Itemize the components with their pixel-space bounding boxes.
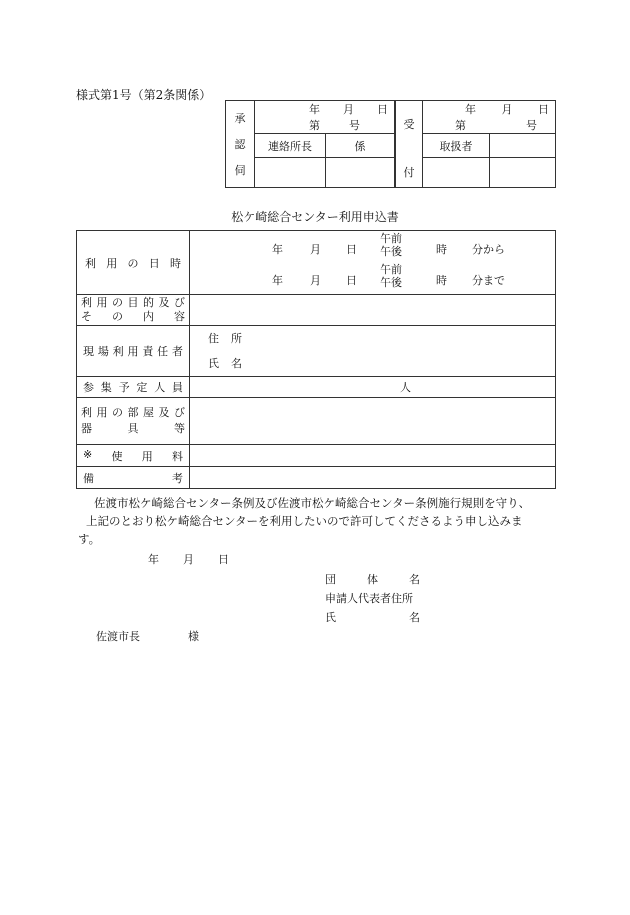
row-remarks — [77, 467, 556, 489]
row-rooms — [77, 398, 556, 445]
applicant-name: 氏 名 — [325, 611, 420, 624]
approval-head1: 連絡所長 — [255, 134, 326, 158]
label-remarks: 備 考 — [77, 467, 190, 489]
value-remarks[interactable] — [190, 467, 556, 489]
reception-box — [395, 100, 556, 188]
label-attendees: 参 集 予 定 人 員 — [77, 377, 190, 398]
declaration: 佐渡市松ケ崎総合センター条例及び佐渡市松ケ崎総合センター条例施行規則を守り、 上記のとおり松ケ崎総合センターを利用したいので許可してくださるよう申し込みま す。 — [78, 496, 531, 546]
reception-label: 受 付 — [396, 101, 423, 188]
value-rooms[interactable] — [190, 398, 556, 445]
reception-seal-2 — [490, 158, 556, 188]
value-datetime[interactable]: 年 月 日 午前 午後 時 分から 年 月 日 午前 午後 時 分まで — [190, 231, 556, 295]
row-attendees — [77, 377, 556, 398]
row-fee — [77, 445, 556, 467]
label-datetime: 利 用 の 日 時 — [77, 231, 190, 295]
form-title: 松ケ崎総合センター利用申込書 — [231, 210, 399, 224]
value-responsible[interactable] — [190, 326, 556, 377]
application-date: 年 月 日 — [148, 553, 229, 566]
approval-label: 承 認 伺 — [226, 101, 255, 188]
application-table — [76, 230, 556, 489]
label-fee: ※ 使 用 料 — [77, 445, 190, 467]
approval-seal-2 — [326, 158, 395, 188]
value-attendees[interactable]: 人 — [190, 377, 556, 398]
address-label: 住 所 — [208, 332, 242, 345]
row-datetime — [77, 231, 556, 295]
approval-box — [225, 100, 395, 188]
approval-date-number: 年 月 日 第 号 — [255, 101, 395, 134]
reception-head2 — [490, 134, 556, 158]
label-responsible: 現 場 利 用 責 任 者 — [77, 326, 190, 377]
applicant-address: 申請人代表者住所 — [325, 592, 413, 605]
applicant-block — [325, 570, 420, 627]
reception-date-number: 年 月 日 第 号 — [423, 101, 556, 134]
form-number: 様式第1号（第2条関係） — [76, 88, 212, 102]
addressee: 佐渡市長 様 — [96, 630, 199, 643]
label-rooms: 利 用 の 部 屋 及 び 器 具 等 — [77, 398, 190, 445]
value-purpose[interactable] — [190, 295, 556, 326]
approval-seal-1 — [255, 158, 326, 188]
value-fee[interactable] — [190, 445, 556, 467]
approval-head2: 係 — [326, 134, 395, 158]
name-label: 氏 名 — [208, 357, 242, 370]
row-purpose — [77, 295, 556, 326]
row-responsible — [77, 326, 556, 377]
applicant-group: 団 体 名 — [325, 573, 420, 586]
reception-seal-1 — [423, 158, 490, 188]
label-purpose: 利 用 の 目 的 及 び そ の 内 容 — [77, 295, 190, 326]
reception-head1: 取扱者 — [423, 134, 490, 158]
